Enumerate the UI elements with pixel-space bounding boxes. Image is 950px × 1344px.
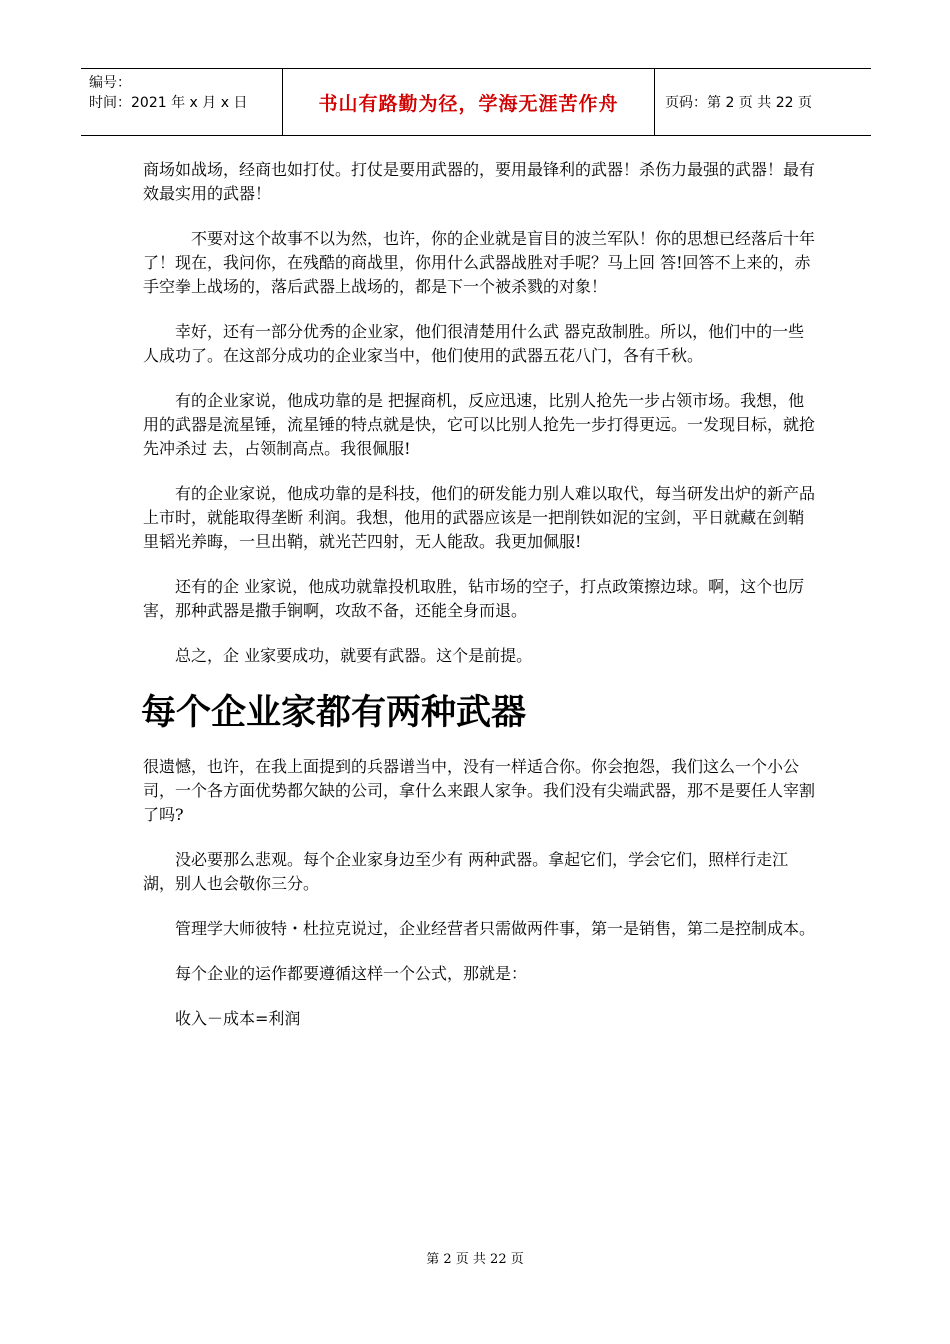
paragraph: 有的企业家说，他成功靠的是 把握商机，反应迅速，比别人抢先一步占领市场。我想，他用的武器是流星锤，流星锤的特点就是快，它可以比别人抢先一步打得更远。一发现目标，就抢先冲杀过 去，占领制高点。我很佩服! (143, 391, 816, 458)
section-title: 每个企业家都有两种武器 (141, 693, 527, 733)
paragraph: 商场如战场，经商也如打仗。打仗是要用武器的，要用最锋利的武器！杀伤力最强的武器！最有效最实用的武器！ (143, 160, 816, 203)
time-label: 时间：2021 年 x 月 x 日 (89, 95, 248, 111)
paragraph: 管理学大师彼特・杜拉克说过，企业经营者只需做两件事，第一是销售，第二是控制成本。 (175, 919, 816, 938)
paragraph: 没必要那么悲观。每个企业家身边至少有 两种武器。拿起它们，学会它们，照样行走江湖，别人也会敬你三分。 (143, 850, 789, 893)
paragraph: 有的企业家说，他成功靠的是科技，他们的研发能力别人难以取代，每当研发出炉的新产品上市时，就能取得垄断 利润。我想，他用的武器应该是一把削铁如泥的宝剑，平日就藏在剑鞘里韬光养晦，一旦出鞘，就光芒四射，无人能敌。我更加佩服! (143, 484, 816, 551)
page-footer: 第 2 页 共 22 页 (426, 1252, 524, 1267)
paragraph: 总之，企 业家要成功，就要有武器。这个是前提。 (175, 646, 533, 665)
header-meta (81, 69, 283, 135)
header-page-info: 页码：第 2 页 共 22 页 (665, 95, 812, 111)
number-label: 编号： (89, 75, 131, 91)
paragraph: 收入－成本=利润 (175, 1009, 301, 1028)
paragraph: 每个企业的运作都要遵循这样一个公式，那就是： (175, 964, 528, 983)
paragraph: 还有的企 业家说，他成功就靠投机取胜，钻市场的空子，打点政策擦边球。啊，这个也厉害，那种武器是撒手锏啊，攻敌不备，还能全身而退。 (143, 577, 805, 620)
paragraph: 幸好，还有一部分优秀的企业家，他们很清楚用什么武 器克敌制胜。所以，他们中的一些人成功了。在这部分成功的企业家当中，他们使用的武器五花八门，各有千秋。 (143, 322, 805, 365)
paragraph: 很遗憾，也许，在我上面提到的兵器谱当中，没有一样适合你。你会抱怨，我们这么一个小公 司，一个各方面优势都欠缺的公司，拿什么来跟人家争。我们没有尖端武器，那不是要任人宰割了吗? (143, 757, 816, 824)
page-header (81, 68, 871, 136)
document-body (143, 158, 817, 1052)
header-motto: 书山有路勤为径，学海无涯苦作舟 (283, 69, 655, 135)
paragraph: 不要对这个故事不以为然，也许，你的企业就是盲目的波兰军队！你的思想已经落后十年了！现在，我问你，在残酷的商战里，你用什么武器战胜对手呢？马上回 答!回答不上来的，赤手空拳上战场的，落后武器上战场的，都是下一个被杀戮的对象！ (143, 229, 816, 296)
